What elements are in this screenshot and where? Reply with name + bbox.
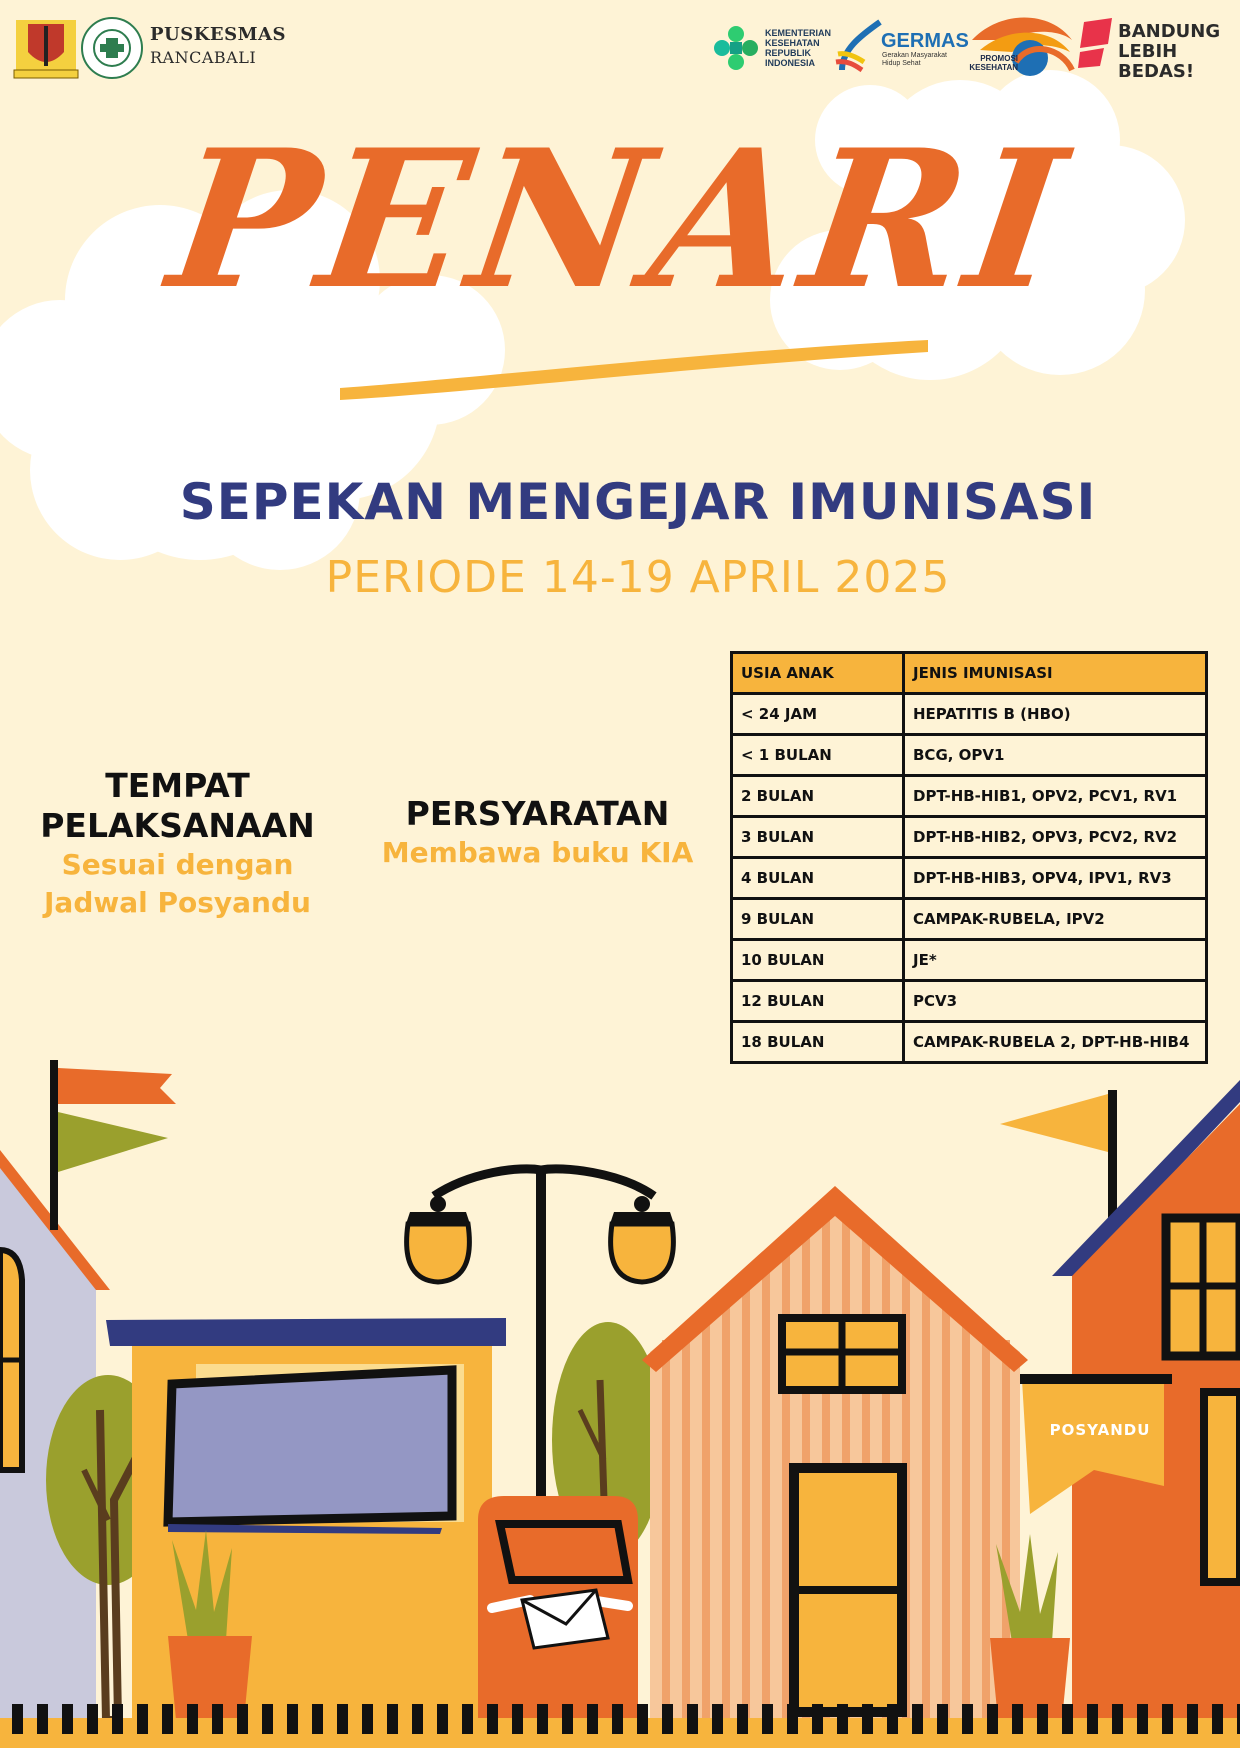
fence-bar (562, 1704, 573, 1734)
fence-bar (687, 1704, 698, 1734)
fence-bar (537, 1704, 548, 1734)
fence-bar (737, 1704, 748, 1734)
vaccine-cell: JE* (904, 940, 1207, 981)
fence-bar (87, 1704, 98, 1734)
kemenkes-text: KEMENTERIAN KESEHATAN REPUBLIK INDONESIA (765, 28, 832, 68)
age-cell: 12 BULAN (732, 981, 904, 1022)
tempat-detail: Sesuai dengan Jadwal Posyandu (44, 848, 311, 919)
penari-title: PENARI (158, 108, 1082, 331)
period: PERIODE 14-19 APRIL 2025 (325, 552, 951, 603)
fence-bar (1087, 1704, 1098, 1734)
right-flag (1000, 1090, 1117, 1240)
germas-tagline: Gerakan Masyarakat Hidup Sehat (882, 52, 947, 67)
fence-bar (337, 1704, 348, 1734)
age-cell: 3 BULAN (732, 817, 904, 858)
table-row (732, 940, 1207, 981)
tempat-pelaksanaan (10, 766, 345, 922)
table-row (732, 899, 1207, 940)
puskesmas-logo (82, 18, 142, 78)
fence-bar (812, 1704, 823, 1734)
fence-bar (1187, 1704, 1198, 1734)
fence-bar (1012, 1704, 1023, 1734)
kemenkes-logo (714, 26, 758, 70)
fence-bar (362, 1704, 373, 1734)
fence-bar (762, 1704, 773, 1734)
fence-bar (1112, 1704, 1123, 1734)
germas-logo (836, 22, 880, 70)
vaccine-cell: CAMPAK-RUBELA, IPV2 (904, 899, 1207, 940)
persyaratan (375, 794, 700, 872)
fence-bar (512, 1704, 523, 1734)
fence-bar (12, 1704, 23, 1734)
fence-bar (637, 1704, 648, 1734)
fence-bar (962, 1704, 973, 1734)
age-cell: 18 BULAN (732, 1022, 904, 1063)
fence-bar (1162, 1704, 1173, 1734)
vaccine-cell: DPT-HB-HIB1, OPV2, PCV1, RV1 (904, 776, 1207, 817)
fence-bar (387, 1704, 398, 1734)
fence-bar (287, 1704, 298, 1734)
fence-bar (212, 1704, 223, 1734)
fence-bar (312, 1704, 323, 1734)
fence-bar (937, 1704, 948, 1734)
vaccine-cell: BCG, OPV1 (904, 735, 1207, 776)
persyaratan-detail: Membawa buku KIA (381, 836, 694, 869)
fence-bar (262, 1704, 273, 1734)
table-row (732, 735, 1207, 776)
fence-bar (662, 1704, 673, 1734)
bandung-bedas-logo (1078, 18, 1112, 68)
age-cell: 4 BULAN (732, 858, 904, 899)
bandung-bedas-text: BANDUNG LEBIH BEDAS! (1118, 21, 1221, 82)
fence-bar (112, 1704, 123, 1734)
age-cell: 10 BULAN (732, 940, 904, 981)
yellow-shop (106, 1318, 506, 1720)
fence-bar (237, 1704, 248, 1734)
persyaratan-heading: PERSYARATAN (405, 794, 670, 833)
tempat-heading: TEMPAT PELAKSANAAN (40, 766, 315, 845)
fence-bar (1037, 1704, 1048, 1734)
table-row (732, 981, 1207, 1022)
fence-bar (412, 1704, 423, 1734)
immunization-table (730, 651, 1208, 1064)
table-row (732, 858, 1207, 899)
fence-bar (612, 1704, 623, 1734)
fence-bar (37, 1704, 48, 1734)
fence-bar (912, 1704, 923, 1734)
fence-bar (187, 1704, 198, 1734)
fence-bar (137, 1704, 148, 1734)
column-header-jenis: JENIS IMUNISASI (904, 653, 1207, 694)
age-cell: < 24 JAM (732, 694, 904, 735)
fence-bar (987, 1704, 998, 1734)
fence-bar (62, 1704, 73, 1734)
fence-bar (162, 1704, 173, 1734)
vaccine-cell: DPT-HB-HIB3, OPV4, IPV1, RV3 (904, 858, 1207, 899)
column-header-usia: USIA ANAK (732, 653, 904, 694)
promkes-text: PROMOSI KESEHATAN (969, 54, 1018, 72)
age-cell: 9 BULAN (732, 899, 904, 940)
germas-text: GERMAS (881, 30, 969, 52)
vaccine-cell: CAMPAK-RUBELA 2, DPT-HB-HIB4 (904, 1022, 1207, 1063)
fence-bar (862, 1704, 873, 1734)
table-row (732, 776, 1207, 817)
fence-bar (1062, 1704, 1073, 1734)
left-flag (50, 1060, 176, 1230)
puskesmas-name: PUSKESMAS (150, 24, 286, 45)
vaccine-cell: HEPATITIS B (HBO) (904, 694, 1207, 735)
table-row (732, 817, 1207, 858)
mailbox (478, 1496, 638, 1720)
fence-bar (837, 1704, 848, 1734)
vaccine-cell: DPT-HB-HIB2, OPV3, PCV2, RV2 (904, 817, 1207, 858)
posyandu-sign: POSYANDU (1049, 1421, 1151, 1439)
age-cell: < 1 BULAN (732, 735, 904, 776)
striped-house (642, 1186, 1028, 1720)
table-header-row (732, 653, 1207, 694)
fence-bar (487, 1704, 498, 1734)
headline: SEPEKAN MENGEJAR IMUNISASI (179, 473, 1097, 531)
fence-bar (1137, 1704, 1148, 1734)
table-row (732, 1022, 1207, 1063)
fence-bar (787, 1704, 798, 1734)
vaccine-cell: PCV3 (904, 981, 1207, 1022)
kabupaten-bandung-logo (14, 20, 78, 78)
fence-bar (587, 1704, 598, 1734)
fence-bar (887, 1704, 898, 1734)
table-row (732, 694, 1207, 735)
fence-bar (437, 1704, 448, 1734)
age-cell: 2 BULAN (732, 776, 904, 817)
puskesmas-location: RANCABALI (150, 48, 257, 67)
fence-bar (1212, 1704, 1223, 1734)
fence-bar (462, 1704, 473, 1734)
fence-bar (712, 1704, 723, 1734)
